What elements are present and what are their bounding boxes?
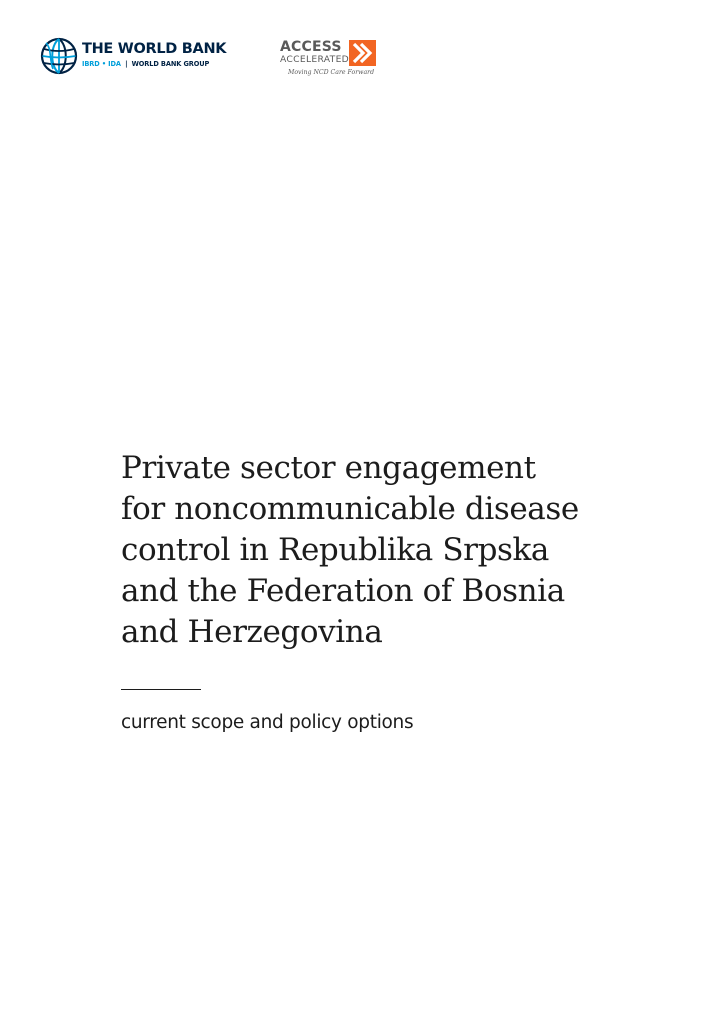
title-line: and the Federation of Bosnia [121,573,565,609]
world-bank-separator: | [125,60,128,68]
forward-arrow-icon [349,40,376,66]
title-line: for noncommunicable disease [121,491,579,527]
title-line: control in Republika Srpska [121,532,549,568]
access-word: ACCESS [280,39,342,55]
world-bank-name: THE WORLD BANK [82,41,227,57]
ibrd-ida-label: IBRD • IDA [82,60,121,68]
title-line: Private sector engagement [121,450,536,486]
world-bank-group-label: WORLD BANK GROUP [131,60,210,68]
access-accelerated-logo [280,40,380,80]
document-title [121,448,661,653]
title-divider [121,689,201,690]
access-accelerated-tagline: Moving NCD Care Forward [288,69,375,76]
document-subtitle: current scope and policy options [121,712,414,733]
title-line: and Herzegovina [121,614,383,650]
accelerated-word: ACCELERATED [280,54,350,65]
world-bank-logo [40,37,230,77]
world-bank-subline [82,60,209,68]
world-bank-globe-icon [40,37,78,75]
